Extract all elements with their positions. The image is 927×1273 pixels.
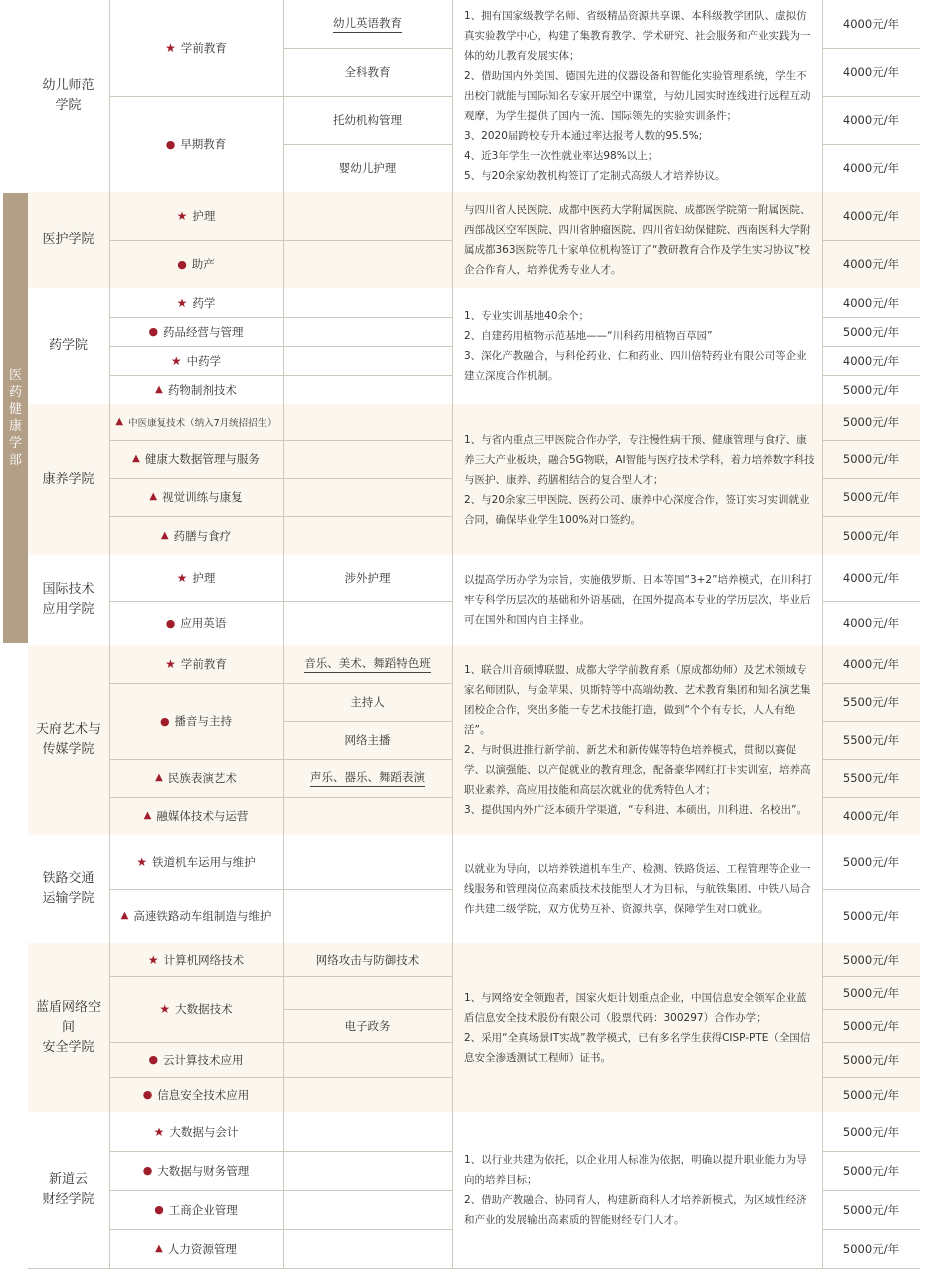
tuition-fee: 5000元/年 xyxy=(842,1241,900,1256)
major-name: 药膳与食疗 xyxy=(173,528,232,543)
direction-name: 涉外护理 xyxy=(344,571,391,585)
college-description: 1、专业实训基地40余个； 2、自建药用植物示范基地——“川科药用植物百草园” 3、深化产教融合，与科伦药业、仁和药业、四川倍特药业有限公司等企业建立深度合作机制。 xyxy=(464,310,807,382)
major-name: 药品经营与管理 xyxy=(163,324,244,339)
college-name: 药学院 xyxy=(48,338,88,353)
direction-cell xyxy=(283,404,452,440)
major-star-icon: ★ xyxy=(176,571,188,585)
side-label-char: 康 xyxy=(8,419,22,434)
direction-cell xyxy=(283,96,452,144)
major-triangle-icon: ▲ xyxy=(155,383,163,395)
direction-cell xyxy=(283,601,452,645)
major-item xyxy=(109,645,283,683)
direction-name: 电子政务 xyxy=(344,1018,391,1033)
major-name: 工商企业管理 xyxy=(168,1202,238,1217)
direction-cell xyxy=(283,346,452,375)
direction-name: 音乐、美术、舞蹈特色班 xyxy=(304,655,431,673)
grid-line xyxy=(28,1268,920,1269)
major-item xyxy=(109,346,283,375)
tuition-fee: 5500元/年 xyxy=(842,695,900,709)
college-name: 蓝盾网络空间 安全学院 xyxy=(35,999,101,1055)
tuition-fee: 5000元/年 xyxy=(842,1202,900,1217)
direction-cell xyxy=(283,144,452,192)
major-star-icon: ★ xyxy=(153,1124,165,1139)
college-description: 1、与网络安全领跑者，国家火炬计划重点企业，中国信息安全领军企业蓝盾信息安全技术股份有限公司（股票代码：300297）合作办学； 2、采用“全真场景IT实战”教学模式，已有多名学生获得CISP-PTE（全国信息安全渗透测试工程师）证书。 xyxy=(464,991,811,1064)
college-description: 以就业为导向，以培养铁道机车生产、检测、铁路货运、工程管理等企业一线服务和管理岗位高素质技术技能型人才为目标，与航铁集团、中铁八局合作共建二级学院，双方优势互补、资源共享，保障学生对口就业。 xyxy=(464,863,811,915)
major-item xyxy=(109,96,283,192)
major-item xyxy=(109,797,283,835)
major-circle-icon: ● xyxy=(177,257,187,271)
tuition-fee: 5000元/年 xyxy=(842,1052,900,1067)
major-star-icon: ★ xyxy=(176,295,188,310)
major-name: 早期教育 xyxy=(180,137,227,151)
major-triangle-icon: ▲ xyxy=(149,491,158,502)
direction-name: 幼儿英语教育 xyxy=(333,15,402,33)
direction-cell xyxy=(283,797,452,835)
major-triangle-icon: ▲ xyxy=(160,529,169,541)
major-item xyxy=(109,0,283,96)
major-triangle-icon: ▲ xyxy=(132,453,140,464)
major-item xyxy=(109,835,283,889)
major-name: 应用英语 xyxy=(180,616,227,630)
major-name: 高速铁路动车组制造与维护 xyxy=(133,909,272,923)
major-item xyxy=(109,943,283,976)
direction-name: 网络攻击与防御技术 xyxy=(315,952,420,967)
college-name: 铁路交通 运输学院 xyxy=(42,871,95,906)
major-item xyxy=(109,375,283,404)
major-item xyxy=(109,478,283,516)
tuition-fee: 4000元/年 xyxy=(842,257,900,271)
tuition-fee: 5000元/年 xyxy=(842,952,900,967)
major-name: 护理 xyxy=(192,571,216,585)
major-item xyxy=(109,516,283,555)
direction-cell xyxy=(283,835,452,889)
major-name: 大数据与财务管理 xyxy=(157,1163,250,1178)
major-circle-icon: ● xyxy=(142,1088,153,1101)
direction-cell xyxy=(283,1229,452,1268)
direction-cell xyxy=(283,976,452,1009)
major-star-icon: ★ xyxy=(147,952,159,967)
college-name: 医护学院 xyxy=(42,232,95,247)
major-star-icon: ★ xyxy=(159,1002,171,1016)
major-name: 中药学 xyxy=(186,353,222,368)
tuition-fee: 5500元/年 xyxy=(842,771,900,785)
direction-cell xyxy=(283,48,452,96)
major-item xyxy=(109,317,283,346)
tuition-fee: 5000元/年 xyxy=(842,490,900,504)
major-name: 中医康复技术（纳入7月统招招生） xyxy=(128,418,277,429)
major-name: 民族表演艺术 xyxy=(167,771,237,785)
major-star-icon: ★ xyxy=(136,855,148,869)
tuition-fee: 4000元/年 xyxy=(842,295,900,310)
side-label-char: 学 xyxy=(8,436,22,451)
major-name: 药学 xyxy=(192,295,216,310)
major-item xyxy=(109,976,283,1042)
major-item xyxy=(109,1190,283,1229)
direction-cell xyxy=(283,478,452,516)
direction-cell xyxy=(283,192,452,240)
direction-cell xyxy=(283,375,452,404)
major-name: 播音与主持 xyxy=(174,714,233,728)
major-item xyxy=(109,1151,283,1190)
tuition-fee: 4000元/年 xyxy=(842,209,900,223)
major-circle-icon: ● xyxy=(159,714,170,728)
college-description: 以提高学历办学为宗旨，实施俄罗斯、日本等国“3+2”培养模式，在川科打牢专科学历层次的基础和外语基础，在国外提高本专业的学历层次，毕业后可在国外和国内自主择业。 xyxy=(464,574,813,626)
direction-cell xyxy=(283,555,452,601)
college-description: 1、与省内重点三甲医院合作办学，专注慢性病干预、健康管理与食疗、康养三大产业板块，融合5G物联，AI智能与医疗技术学科，着力培养数字科技与医护、康养、药膳相结合的复合型人才； 2、与20余家三甲医院、医药公司、康养中心深度合作，签订实习实训就业合同，确保毕业学生100%对口签约。 xyxy=(464,433,815,526)
major-item xyxy=(109,1077,283,1112)
direction-cell xyxy=(283,645,452,683)
major-item xyxy=(109,240,283,288)
direction-name: 全科教育 xyxy=(344,65,391,79)
major-circle-icon: ● xyxy=(148,1053,159,1066)
major-item xyxy=(109,288,283,317)
direction-cell xyxy=(283,1112,452,1151)
tuition-fee: 5000元/年 xyxy=(842,985,900,1000)
major-name: 铁道机车运用与维护 xyxy=(152,855,256,869)
tuition-fee: 5000元/年 xyxy=(842,415,900,429)
side-label-char: 健 xyxy=(8,402,22,417)
tuition-fee: 4000元/年 xyxy=(842,809,900,823)
direction-cell xyxy=(283,1190,452,1229)
major-item xyxy=(109,601,283,645)
major-name: 视觉训练与康复 xyxy=(162,490,243,504)
direction-cell xyxy=(283,240,452,288)
major-name: 健康大数据管理与服务 xyxy=(144,452,260,466)
major-item xyxy=(109,1042,283,1077)
major-name: 人力资源管理 xyxy=(167,1241,237,1256)
major-item xyxy=(109,555,283,601)
tuition-fee: 4000元/年 xyxy=(842,353,900,368)
major-name: 信息安全技术应用 xyxy=(157,1087,250,1102)
major-name: 药物制剂技术 xyxy=(167,382,237,397)
direction-cell xyxy=(283,889,452,943)
major-name: 学前教育 xyxy=(180,657,227,671)
tuition-fee: 4000元/年 xyxy=(842,17,900,31)
tuition-fee: 4000元/年 xyxy=(842,161,900,175)
direction-name: 网络主播 xyxy=(344,733,391,747)
major-name: 学前教育 xyxy=(180,41,227,55)
direction-cell xyxy=(283,759,452,797)
college-description: 1、以行业共建为依托，以企业用人标准为依据，明确以提升职业能力为导向的培养目标； 2、借助产教融合、协同育人，构建新商科人才培养新模式，为区域性经济和产业的发展输出高素质的智能财经专门人才。 xyxy=(464,1154,807,1226)
major-name: 融媒体技术与运营 xyxy=(156,809,249,823)
college-name: 天府艺术与 传媒学院 xyxy=(35,722,101,757)
major-item xyxy=(109,889,283,943)
tuition-fee: 5000元/年 xyxy=(842,1163,900,1178)
direction-cell xyxy=(283,317,452,346)
direction-cell xyxy=(283,516,452,555)
direction-cell xyxy=(283,1151,452,1190)
side-label-medical-division xyxy=(3,193,28,643)
major-triangle-icon: ▲ xyxy=(155,1242,163,1254)
direction-cell xyxy=(283,683,452,721)
direction-cell xyxy=(283,440,452,478)
college-name: 新道云 财经学院 xyxy=(42,1172,95,1207)
college-description: 与四川省人民医院、成都中医药大学附属医院、成都医学院第一附属医院、西部战区空军医院、四川省肿瘤医院、四川省妇幼保健院、西南医科大学附属成都363医院等几十家单位机构签订了“教研教育合作及学生实习协议”校企合作育人，培养优秀专业人才。 xyxy=(464,204,811,276)
tuition-fee: 4000元/年 xyxy=(842,616,900,630)
side-label-char: 医 xyxy=(8,368,22,383)
grid-line xyxy=(452,0,453,1268)
tuition-fee: 5000元/年 xyxy=(842,324,900,339)
major-circle-icon: ● xyxy=(165,137,176,151)
direction-cell xyxy=(283,943,452,976)
major-item xyxy=(109,759,283,797)
major-item xyxy=(109,192,283,240)
tuition-fee: 4000元/年 xyxy=(842,657,900,671)
direction-cell xyxy=(283,721,452,759)
major-circle-icon: ● xyxy=(165,616,176,630)
tuition-fee: 5000元/年 xyxy=(842,1087,900,1102)
major-name: 护理 xyxy=(192,209,216,223)
major-triangle-icon: ▲ xyxy=(120,910,129,921)
college-description: 1、拥有国家级教学名师、省级精品资源共享课、本科级教学团队、虚拟仿真实验教学中心，构建了集教育教学、学术研究、社会服务和产业实践为一体的幼儿教育发展实体； 2、借助国内外美国、德国先进的仪器设备和智能化实验管理系统，学生不出校门就能与国际知名专家开展空中课堂，与幼儿园实时连线进行远程互动观摩，为学生提供了国内一流、国际领先的实验实训条件； 3、2020届跨校专升本通过率达报考人数的95.5%; 4、近3年学生一次性就业率达98%以上； 5、与20余家幼教机构签订了定制式高级人才培养协议。 xyxy=(464,10,811,182)
major-triangle-icon: ▲ xyxy=(143,810,152,821)
college-name: 幼儿师范 学院 xyxy=(42,78,95,113)
tuition-fee: 5000元/年 xyxy=(842,1124,900,1139)
major-circle-icon: ● xyxy=(148,325,159,338)
direction-cell xyxy=(283,1042,452,1077)
grid-line xyxy=(109,0,110,1268)
direction-cell xyxy=(283,0,452,48)
major-triangle-icon: ▲ xyxy=(155,772,163,783)
tuition-fee: 5500元/年 xyxy=(842,733,900,747)
major-item xyxy=(109,1112,283,1151)
major-star-icon: ★ xyxy=(176,209,188,223)
direction-name: 主持人 xyxy=(350,695,385,709)
major-name: 云计算技术应用 xyxy=(163,1052,244,1067)
major-item xyxy=(109,404,283,440)
major-name: 大数据技术 xyxy=(175,1002,233,1016)
major-circle-icon: ● xyxy=(154,1203,164,1216)
tuition-fee: 5000元/年 xyxy=(842,855,900,869)
tuition-fee: 5000元/年 xyxy=(842,1018,900,1033)
major-star-icon: ★ xyxy=(165,657,176,671)
direction-name: 托幼机构管理 xyxy=(333,113,402,127)
college-name: 国际技术 应用学院 xyxy=(42,582,95,617)
side-label-char: 部 xyxy=(8,453,22,468)
major-name: 助产 xyxy=(191,257,215,271)
major-item xyxy=(109,1229,283,1268)
tuition-fee: 5000元/年 xyxy=(842,528,900,543)
direction-cell xyxy=(283,1009,452,1042)
tuition-fee: 4000元/年 xyxy=(842,571,900,585)
tuition-fee: 4000元/年 xyxy=(842,65,900,79)
side-label-char: 药 xyxy=(8,385,22,400)
major-item xyxy=(109,683,283,759)
major-star-icon: ★ xyxy=(165,41,176,55)
grid-line xyxy=(822,0,823,1268)
tuition-fee: 5000元/年 xyxy=(842,452,900,466)
direction-name: 婴幼儿护理 xyxy=(338,161,397,175)
major-name: 计算机网络技术 xyxy=(163,952,245,967)
major-triangle-icon: ▲ xyxy=(115,416,124,427)
major-circle-icon: ● xyxy=(142,1164,153,1177)
college-name: 康养学院 xyxy=(42,471,95,487)
tuition-fee: 5000元/年 xyxy=(842,909,900,923)
college-description: 1、联合川音硕博联盟、成都大学学前教育系（原成都幼师）及艺术领域专家名师团队，与金苹果、贝斯特等中高端幼教、艺术教育集团和知名演艺集团校企合作，突出多能一专艺术技能打造，做到“个个有专长，人人有绝活”。 2、与时俱进推行新学前、新艺术和新传媒等特色培养模式，贯彻以赛促学、以演强能、以产促就业的教育理念，配备豪华网红打卡实训室，培养高职业素养、高应用技能和高层次就业的优秀特色人才； 3、提供国内外广泛本硕升学渠道，“专科进、本硕出，川科进、名校出”。 xyxy=(464,664,811,816)
grid-line xyxy=(283,0,284,1268)
major-name: 大数据与会计 xyxy=(169,1124,239,1139)
major-item xyxy=(109,440,283,478)
major-star-icon: ★ xyxy=(170,353,182,368)
tuition-fee: 4000元/年 xyxy=(842,113,900,127)
tuition-fee: 5000元/年 xyxy=(842,382,900,397)
direction-cell xyxy=(283,288,452,317)
direction-cell xyxy=(283,1077,452,1112)
direction-name: 声乐、器乐、舞蹈表演 xyxy=(310,769,425,787)
